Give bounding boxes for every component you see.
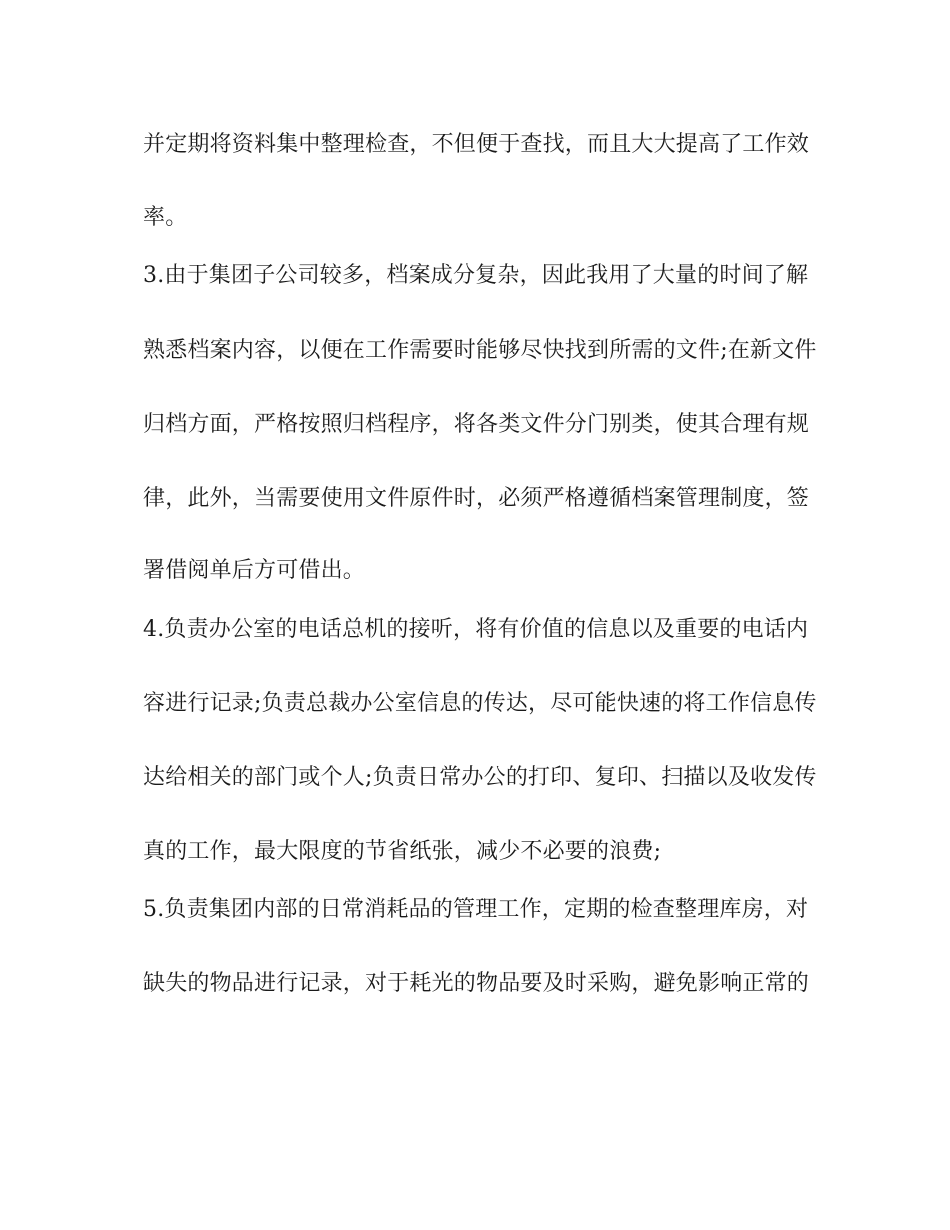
text-line-12: 5.负责集团内部的日常消耗品的管理工作，定期的检查整理库房，对 xyxy=(143,897,809,922)
text-line-2: 率。 xyxy=(143,205,188,230)
text-line-7: 署借阅单后方可借出。 xyxy=(143,558,366,583)
text-line-3: 3.由于集团子公司较多，档案成分复杂，因此我用了大量的时间了解 xyxy=(143,263,809,288)
text-line-13: 缺失的物品进行记录，对于耗光的物品要及时采购，避免影响正常的 xyxy=(143,971,810,996)
text-line-11: 真的工作，最大限度的节省纸张，减少不必要的浪费; xyxy=(143,839,662,864)
text-line-4: 熟悉档案内容，以便在工作需要时能够尽快找到所需的文件;在新文件 xyxy=(143,338,817,363)
text-line-1: 并定期将资料集中整理检查，不但便于查找，而且大大提高了工作效 xyxy=(143,132,810,157)
text-line-5: 归档方面，严格按照归档程序，将各类文件分门别类，使其合理有规 xyxy=(143,412,810,437)
text-line-8: 4.负责办公室的电话总机的接听，将有价值的信息以及重要的电话内 xyxy=(143,617,809,642)
text-line-10: 达给相关的部门或个人;负责日常办公的打印、复印、扫描以及收发传 xyxy=(143,765,817,790)
text-line-6: 律，此外，当需要使用文件原件时，必须严格遵循档案管理制度，签 xyxy=(143,486,810,511)
text-line-9: 容进行记录;负责总裁办公室信息的传达，尽可能快速的将工作信息传 xyxy=(143,691,817,716)
